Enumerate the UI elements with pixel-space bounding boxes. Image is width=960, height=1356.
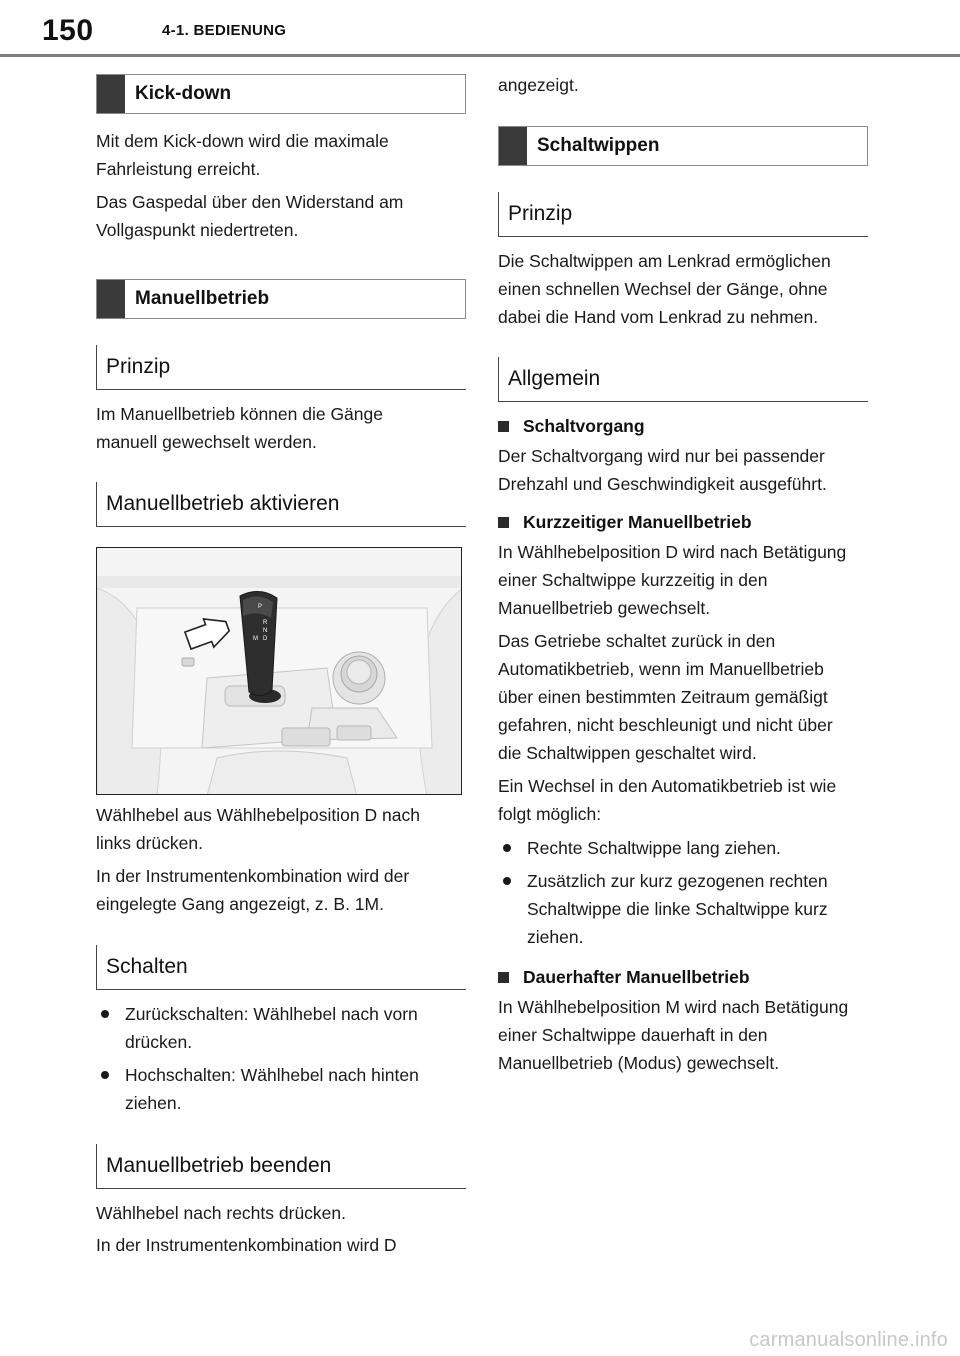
list-item	[96, 1061, 466, 1117]
chapter-title: 4-1. BEDIENUNG	[162, 22, 287, 39]
end-paragraph-1: Wählhebel nach rechts drücken.	[96, 1203, 346, 1223]
lever-marking-n: N	[263, 628, 268, 634]
subheading-activate: Manuellbetrieb aktivieren	[96, 482, 466, 527]
bullet-text: Hochschalten: Wählhebel nach hinten ziehen.	[125, 1065, 419, 1113]
minor-heading-shifting	[498, 412, 868, 440]
end-paragraph-2: In der Instrumentenkombination wird D	[96, 1235, 397, 1255]
bullet-icon	[503, 877, 511, 885]
subheading-shift: Schalten	[96, 945, 466, 990]
section-marker	[97, 280, 125, 318]
section-kickdown	[96, 74, 466, 114]
left-column	[96, 74, 466, 1259]
gear-lever-drawing	[97, 548, 462, 795]
bullet-text: Zusätzlich zur kurz gezogenen rechten Schaltwippe die linke Schaltwippe kurz ziehen.	[527, 871, 828, 947]
principle-paragraph: Im Manuellbetrieb können die Gänge manuell gewechselt werden.	[96, 404, 383, 452]
minor-heading-permanent	[498, 963, 868, 991]
bullet-icon	[101, 1071, 109, 1079]
short-paragraph-3: Ein Wechsel in den Automatikbetrieb ist wie folgt möglich:	[498, 776, 837, 824]
activate-paragraph-2: In der Instrumentenkombination wird der eingelegte Gang angezeigt, z. B. 1M.	[96, 866, 410, 914]
list-item	[498, 834, 868, 862]
section-marker	[97, 75, 125, 113]
header-rule	[0, 54, 960, 57]
bullet-icon	[101, 1010, 109, 1018]
lever-marking-r: R	[263, 620, 268, 626]
short-paragraph-2: Das Getriebe schaltet zurück in den Automatikbetrieb, wenn im Manuellbetrieb über einen bestimmten Zeitraum gemäßigt gefahren, nicht beschleunigt und nicht über die Schaltwippen geschaltet wird.	[498, 631, 833, 763]
minor-heading-text: Kurzzeitiger Manuellbetrieb	[523, 512, 752, 532]
section-manual	[96, 279, 466, 319]
right-column	[498, 74, 868, 1077]
square-bullet-icon	[498, 421, 509, 432]
section-paddles	[498, 126, 868, 166]
watermark: carmanualsonline.info	[749, 1329, 948, 1351]
short-bullet-list	[498, 834, 868, 951]
bullet-text: Zurückschalten: Wählhebel nach vorn drücken.	[125, 1004, 418, 1052]
subheading-end: Manuellbetrieb beenden	[96, 1144, 466, 1189]
short-paragraph-1: In Wählhebelposition D wird nach Betätigung einer Schaltwippe kurzzeitig in den Manuellbetrieb gewechselt.	[498, 542, 847, 618]
gear-lever-illustration	[96, 547, 462, 795]
lever-marking-p: P	[258, 604, 263, 610]
section-title: Schaltwippen	[537, 135, 660, 156]
lever-marking-m: M	[253, 636, 258, 642]
permanent-paragraph: In Wählhebelposition M wird nach Betätigung einer Schaltwippe dauerhaft in den Manuellbetrieb (Modus) gewechselt.	[498, 997, 849, 1073]
section-title: Kick-down	[135, 83, 232, 104]
minor-heading-short	[498, 508, 868, 536]
page-number: 150	[42, 14, 94, 47]
activate-paragraph-1: Wählhebel aus Wählhebelposition D nach links drücken.	[96, 805, 420, 853]
shift-bullet-list	[96, 1000, 466, 1117]
list-item	[498, 867, 868, 951]
square-bullet-icon	[498, 517, 509, 528]
bullet-icon	[503, 844, 511, 852]
kickdown-paragraph-2: Das Gaspedal über den Widerstand am Vollgaspunkt niedertreten.	[96, 192, 404, 240]
continuation-text: angezeigt.	[498, 75, 579, 95]
section-title: Manuellbetrieb	[135, 288, 270, 309]
lever-marking-d: D	[263, 636, 268, 642]
kickdown-paragraph-1: Mit dem Kick-down wird die maximale Fahrleistung erreicht.	[96, 131, 389, 179]
list-item	[96, 1000, 466, 1056]
paddles-principle-paragraph: Die Schaltwippen am Lenkrad ermöglichen einen schnellen Wechsel der Gänge, ohne dabei die Hand vom Lenkrad zu nehmen.	[498, 251, 831, 327]
minor-heading-text: Schaltvorgang	[523, 416, 645, 436]
bullet-text: Rechte Schaltwippe lang ziehen.	[527, 838, 781, 858]
subheading-general: Allgemein	[498, 357, 868, 402]
section-marker	[499, 127, 527, 165]
minor-heading-text: Dauerhafter Manuellbetrieb	[523, 967, 750, 987]
subheading-principle-right: Prinzip	[498, 192, 868, 237]
subheading-principle: Prinzip	[96, 345, 466, 390]
square-bullet-icon	[498, 972, 509, 983]
shifting-paragraph: Der Schaltvorgang wird nur bei passender Drehzahl und Geschwindigkeit ausgeführt.	[498, 446, 827, 494]
